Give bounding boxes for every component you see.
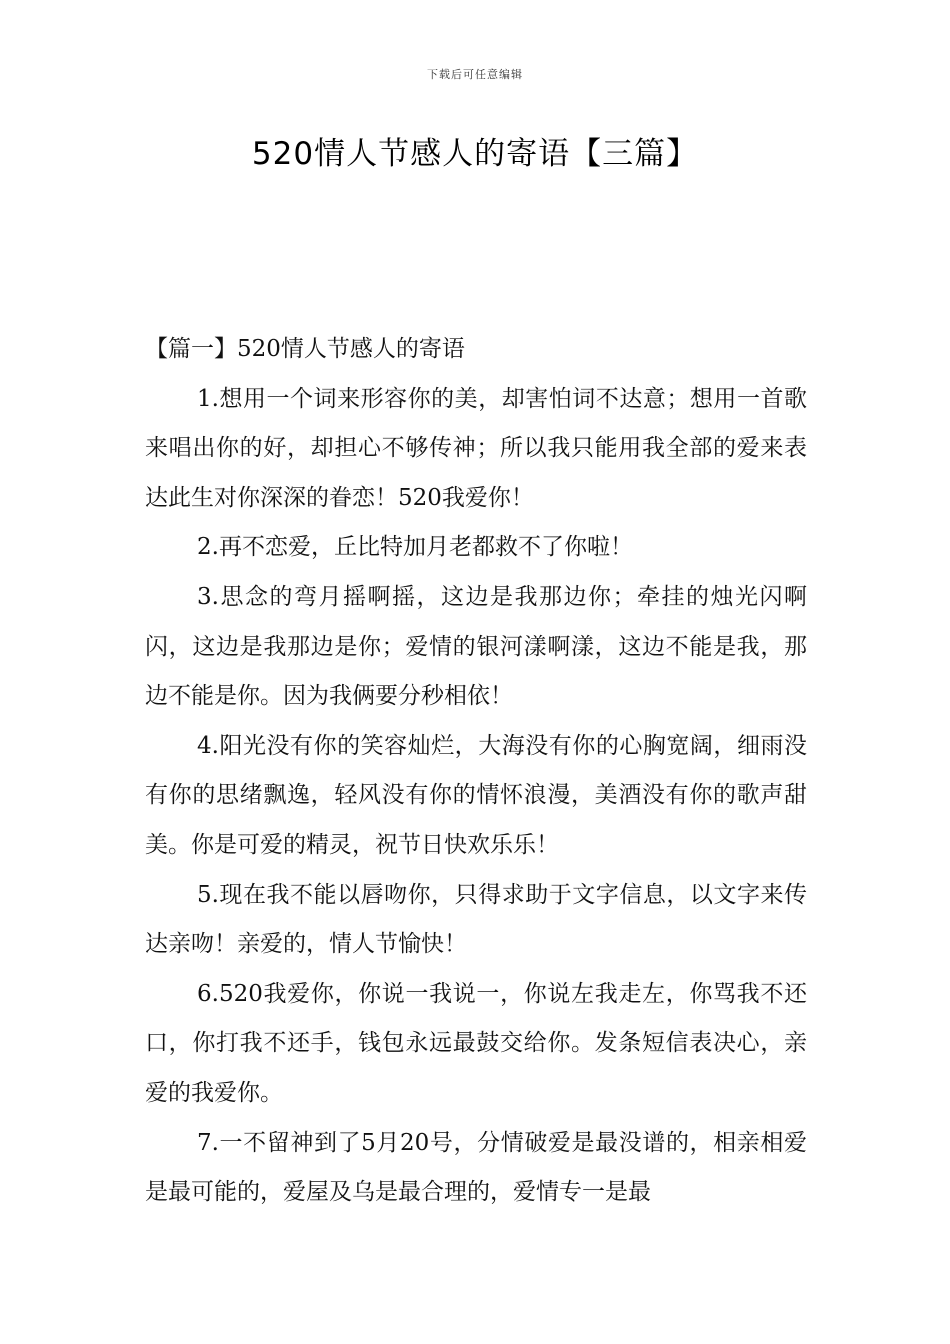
header-note: 下载后可任意编辑: [427, 68, 523, 81]
paragraph-5: 5.现在我不能以唇吻你，只得求助于文字信息，以文字来传达亲吻！亲爱的，情人节愉快！: [145, 881, 807, 958]
document-title: 520情人节感人的寄语【三篇】: [251, 136, 699, 172]
paragraph-7: 7.一不留神到了5月20号，分情破爱是最没谱的，相亲相爱是最可能的，爱屋及乌是最合理的，爱情专一是最: [145, 1129, 807, 1206]
paragraph-4: 4.阳光没有你的笑容灿烂，大海没有你的心胸宽阔，细雨没有你的思绪飘逸，轻风没有你的情怀浪漫，美酒没有你的歌声甜美。你是可爱的精灵，祝节日快欢乐乐！: [145, 732, 807, 858]
paragraph-1: 1.想用一个词来形容你的美，却害怕词不达意；想用一首歌来唱出你的好，却担心不够传神；所以我只能用我全部的爱来表达此生对你深深的眷恋！520我爱你！: [145, 385, 807, 511]
paragraph-2: 2.再不恋爱，丘比特加月老都救不了你啦！: [197, 534, 633, 561]
document-body: [145, 325, 807, 1218]
paragraph-3: 3.思念的弯月摇啊摇，这边是我那边你；牵挂的烛光闪啊闪，这边是我那边是你；爱情的银河漾啊漾，这边不能是我，那边不能是你。因为我俩要分秒相依！: [145, 583, 807, 710]
paragraph-6: 6.520我爱你，你说一我说一，你说左我走左，你骂我不还口，你打我不还手，钱包永远最鼓交给你。发条短信表决心，亲爱的我爱你。: [145, 980, 807, 1106]
section-heading: 【篇一】520情人节感人的寄语: [145, 336, 465, 362]
